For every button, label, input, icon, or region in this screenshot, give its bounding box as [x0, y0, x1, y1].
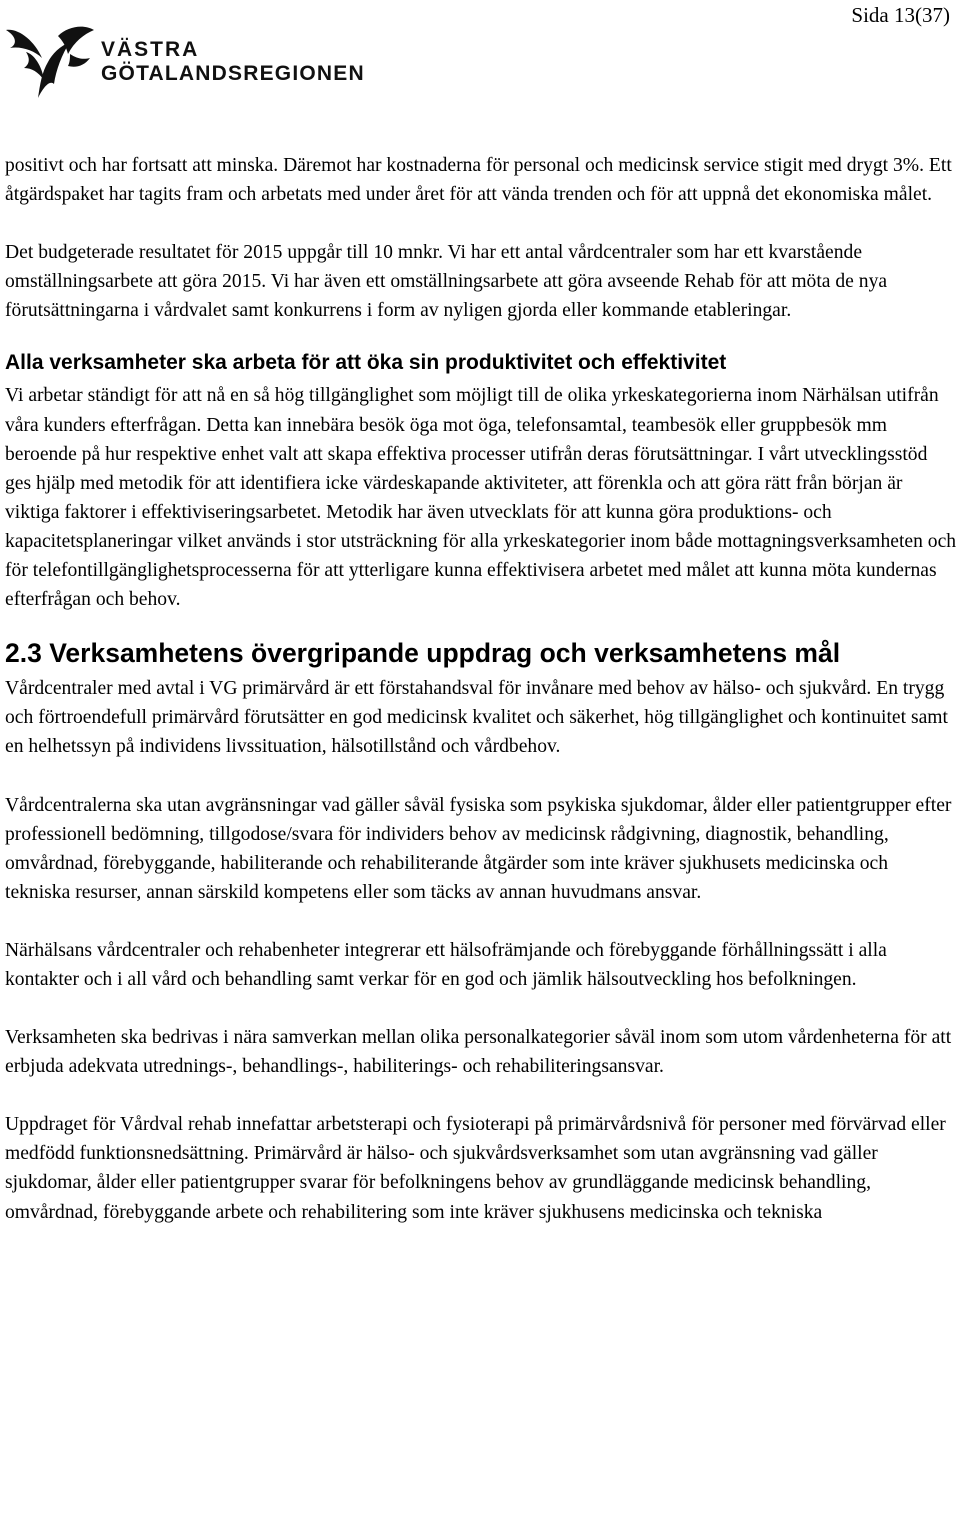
paragraph-care-centers: Vårdcentralerna ska utan avgränsningar vad gäller såväl fysiska som psykiska sjukdomar, ålder eller patientgrupper efter professionell bedömning, tillgodose/svara för individers behov av medicinsk rådgivning, diagnostik, behandling, omvårdnad, förebyggande, habiliterande och rehabiliterande åtgärder som inte kräver sjukhusets medicinska och tekniska resurser, annan särskild kompetens eller som täcks av annan huvudmans ansvar. — [5, 794, 952, 903]
document-body — [5, 151, 957, 1227]
paragraph-budget-trend: positivt och har fortsatt att minska. Däremot har kostnaderna för personal och medicinsk service stigit med drygt 3%. Ett åtgärdspaket har tagits fram och arbetats med under året för att vända trenden och för att uppnå det ekonomiska målet. — [5, 155, 952, 206]
logo-wordmark — [101, 38, 365, 86]
heading-productivity: Alla verksamheter ska arbeta för att öka sin produktivitet och effektivitet — [5, 351, 727, 375]
paragraph-budget-result: Det budgeterade resultatet för 2015 uppgår till 10 mnkr. Vi har ett antal vårdcentraler som har ett kvarstående omställningsarbete att göra 2015. Vi har även ett omställningsarbete att göra avseende Rehab för att möta de nya förutsättningarna i vårdvalet samt konkurrens i form av nyligen gjorda eller kommande etableringar. — [5, 242, 888, 322]
section-heading-2-3: 2.3 Verksamhetens övergripande uppdrag och verksamhetens mål — [5, 638, 841, 669]
logo-line-2: GÖTALANDSREGIONEN — [101, 62, 365, 85]
paragraph-collaboration: Verksamheten ska bedrivas i nära samverkan mellan olika personalkategorier såväl inom som utom vårdenheterna för att erbjuda adekvata utrednings-, behandlings-, habiliterings- och rehabiliteringsansvar. — [5, 1027, 952, 1078]
logo-line-1: VÄSTRA — [101, 38, 200, 61]
logo-mark-icon — [4, 24, 96, 108]
page-number: Sida 13(37) — [851, 3, 950, 27]
vastra-gotalandsregionen-logo — [4, 24, 404, 108]
paragraph-primary-care: Vårdcentraler med avtal i VG primärvård är ett förstahandsval för invånare med behov av hälso- och sjukvård. En trygg och förtroendefull primärvård förutsätter en god medicinsk kvalitet och säkerhet, hög tillgänglighet och kontinuitet samt en helhetssyn på individens livssituation, hälsotillstånd och vårdbehov. — [5, 678, 948, 758]
paragraph-rehab-assignment: Uppdraget för Vårdval rehab innefattar arbetsterapi och fysioterapi på primärvårdsnivå för personer med förvärvad eller medfödd funktionsnedsättning. Primärvård är hälso- och sjukvårdsverksamhet som utan avgränsning vad gäller sjukdomar, ålder eller patientgrupper svarar för befolkningens behov av grundläggande medicinsk behandling, omvårdnad, förebyggande arbete och rehabilitering som inte kräver sjukhusens medicinska och tekniska — [5, 1114, 946, 1223]
paragraph-productivity: Vi arbetar ständigt för att nå en så hög tillgänglighet som möjligt till de olika yrkeskategorierna inom Närhälsan utifrån våra kunders efterfrågan. Detta kan innebära besök öga mot öga, telefonsamtal, teambesök eller gruppbesök mm beroende på hur respektive enhet valt att skapa effektiva processer utifrån deras förutsättningar. I vårt utvecklingsstöd ges hjälp med metodik för att identifiera icke värdeskapande aktiviteter, att förenkla och att göra rätt från början är viktiga faktorer i effektiviseringsarbetet. Metodik har även utvecklats för att kunna göra produktions- och kapacitetsplaneringar vilket används i stor utsträckning för alla yrkeskategorier inom både mottagningsverksamheten och för telefontillgänglighetsprocesserna för att ytterligare kunna effektivisera arbetet med målet att kunna möta kundernas efterfrågan och behov. — [5, 385, 957, 611]
paragraph-health-promotion: Närhälsans vårdcentraler och rehabenheter integrerar ett hälsofrämjande och förebyggande förhållningssätt i alla kontakter och i all vård och behandling samt verkar för en god och jämlik hälsoutveckling hos befolkningen. — [5, 939, 887, 990]
